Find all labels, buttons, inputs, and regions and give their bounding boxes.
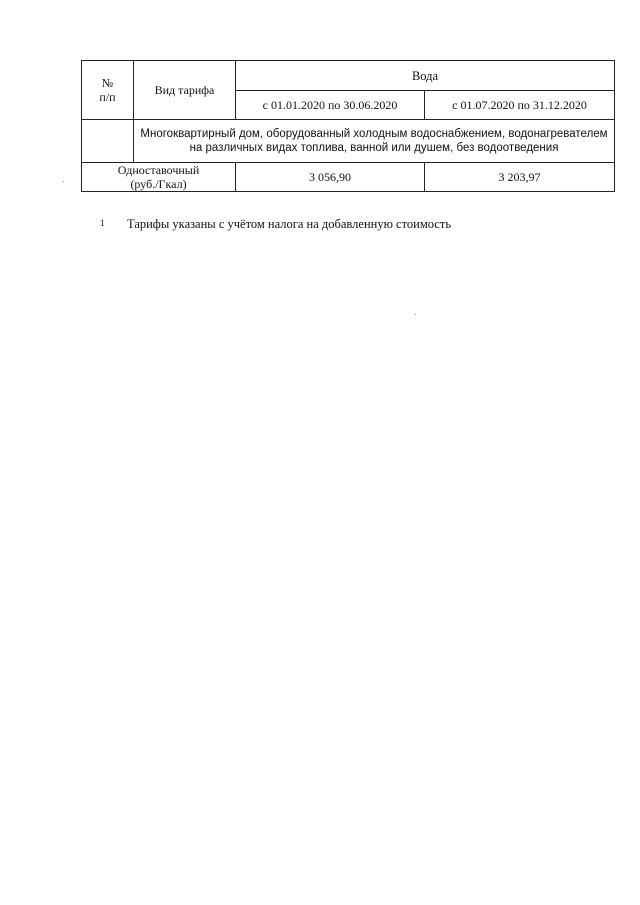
section-description: Многоквартирный дом, оборудованный холодным водоснабжением, водонагревателем на различных видах топлива, ванной или душем, без водоотведения xyxy=(140,128,608,154)
table-row xyxy=(82,163,615,192)
tariff-type-header-label: Вид тарифа xyxy=(154,83,215,97)
row-number-header-label: № п/п xyxy=(99,76,116,104)
tariff-value-period-2-text: 3 203,97 xyxy=(498,170,541,184)
scan-speck xyxy=(63,181,64,182)
period-header-1 xyxy=(236,91,425,120)
footnote xyxy=(100,217,451,232)
tariff-value-period-2 xyxy=(425,163,615,192)
tariff-value-period-1 xyxy=(236,163,425,192)
tariff-type-header xyxy=(134,61,236,120)
section-number-cell xyxy=(82,120,134,163)
tariff-type-label: Одноставочный (руб./Гкал) xyxy=(117,163,200,191)
row-number-header xyxy=(82,61,134,120)
footnote-text: Тарифы указаны с учётом налога на добавленную стоимость xyxy=(127,217,452,231)
period-header-2-label: с 01.07.2020 по 31.12.2020 xyxy=(452,98,587,112)
tariff-table xyxy=(81,60,615,192)
header-row-top xyxy=(82,61,615,91)
period-header-2 xyxy=(425,91,615,120)
section-description-cell xyxy=(134,120,615,163)
scan-speck xyxy=(415,314,416,315)
water-group-header xyxy=(236,61,615,91)
section-row xyxy=(82,120,615,163)
water-group-header-label: Вода xyxy=(411,68,439,83)
footnote-mark: 1 xyxy=(100,218,105,228)
tariff-type-cell xyxy=(82,163,236,192)
period-header-1-label: с 01.01.2020 по 30.06.2020 xyxy=(262,98,398,112)
tariff-value-period-1-text: 3 056,90 xyxy=(309,170,351,184)
